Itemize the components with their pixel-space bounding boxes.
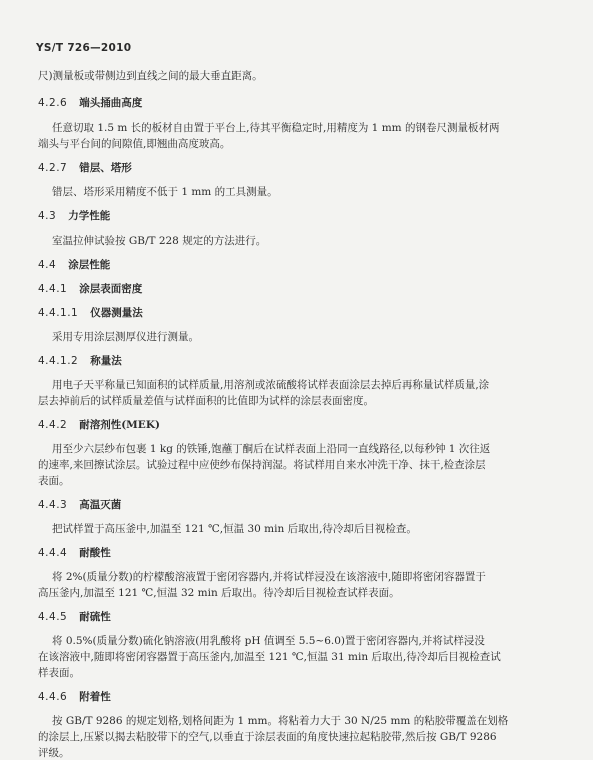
section-heading [38, 259, 110, 272]
paragraph-line: 将 0.5%(质量分数)硫化钠溶液(用乳酸将 pH 值调至 5.5~6.0)置于密闭容器内,并将试样浸没 [52, 635, 485, 647]
section-title: 耐酸性 [79, 547, 111, 559]
section-heading [38, 307, 143, 320]
paragraph-line: 按 GB/T 9286 的规定划格,划格间距为 1 mm。将粘着力大于 30 N/25 mm 的粘胶带覆盖在划格 [52, 715, 509, 727]
paragraph-line: 的涂层上,压紧以揭去粘胶带下的空气,以垂直于涂层表面的角度快速拉起粘胶带,然后按 GB/T 9286 [38, 731, 497, 743]
paragraph-line: 端头与平台间的间隙值,即翘曲高度玻高。 [38, 138, 231, 150]
paragraph-line: 评级。 [38, 747, 70, 759]
section-number: 4.4 [38, 259, 57, 271]
section-heading [38, 162, 132, 175]
section-number: 4.4.5 [38, 611, 68, 623]
section-heading [38, 499, 121, 512]
section-heading [38, 691, 111, 704]
section-heading [38, 611, 111, 624]
section-heading [38, 283, 142, 296]
section-title: 错层、塔形 [79, 162, 132, 174]
section-title: 涂层性能 [68, 259, 111, 271]
section-number: 4.2.6 [38, 97, 68, 109]
section-heading [38, 97, 142, 110]
section-heading [38, 355, 122, 368]
section-title: 力学性能 [68, 210, 111, 222]
section-title: 仪器测量法 [90, 307, 143, 319]
section-title: 附着性 [79, 691, 111, 703]
section-number: 4.3 [38, 210, 57, 222]
paragraph-line: 错层、塔形采用精度不低于 1 mm 的工具测量。 [52, 186, 278, 198]
paragraph-line: 样表面。 [38, 667, 80, 679]
section-title: 耐硫性 [79, 611, 111, 623]
document-code: YS/T 726—2010 [36, 42, 132, 54]
section-heading [38, 547, 111, 560]
paragraph-line: 的速率,来回擦试涂层。试验过程中应使纱布保持润湿。将试样用自来水冲洗干净、抹干,检查涂层 [38, 459, 486, 471]
section-title: 高温灭菌 [79, 499, 122, 511]
section-number: 4.4.1.1 [38, 307, 79, 319]
paragraph-line: 用电子天平称量已知面积的试样质量,用溶剂或浓硫酸将试样表面涂层去掉后再称量试样质量,涂 [52, 379, 490, 391]
section-number: 4.4.1.2 [38, 355, 79, 367]
section-title: 称量法 [90, 355, 122, 367]
paragraph-line: 用至少六层纱布包裹 1 kg 的铁锤,饱蘸丁酮后在试样表面上沿同一直线路径,以每秒钟 1 次往返 [52, 443, 491, 455]
section-number: 4.4.3 [38, 499, 68, 511]
paragraph-line: 在该溶液中,随即将密闭容器置于高压釜内,加温至 121 ℃,恒温 31 min 后取出,待冷却后目视检查试 [38, 651, 501, 663]
paragraph-line: 高压釜内,加温至 121 ℃,恒温 32 min 后取出。待冷却后目视检查试样表面。 [38, 587, 400, 599]
section-heading [38, 210, 110, 223]
section-title: 耐溶剂性(MEK) [79, 419, 160, 431]
paragraph-line: 尺)测量板或带侧边到直线之间的最大垂直距离。 [38, 70, 263, 82]
section-number: 4.4.2 [38, 419, 68, 431]
section-number: 4.4.1 [38, 283, 68, 295]
paragraph-line: 将 2%(质量分数)的柠檬酸溶液置于密闭容器内,并将试样浸没在该溶液中,随即将密闭容器置于 [52, 571, 486, 583]
paragraph-line: 层去掉前后的试样质量差值与试样面积的比值即为试样的涂层表面密度。 [38, 395, 374, 407]
section-title: 端头捅曲高度 [79, 97, 143, 109]
section-number: 4.4.6 [38, 691, 68, 703]
section-number: 4.2.7 [38, 162, 68, 174]
paragraph-line: 任意切取 1.5 m 长的板材自由置于平台上,待其平衡稳定时,用精度为 1 mm 的钢卷尺测量板材两 [52, 122, 500, 134]
paragraph-line: 表面。 [38, 475, 70, 487]
section-number: 4.4.4 [38, 547, 68, 559]
section-heading [38, 419, 160, 432]
paragraph-line: 采用专用涂层测厚仪进行测量。 [52, 331, 199, 343]
paragraph-line: 室温拉伸试验按 GB/T 228 规定的方法进行。 [52, 235, 267, 247]
paragraph-line: 把试样置于高压釜中,加温至 121 ℃,恒温 30 min 后取出,待冷却后目视检查。 [52, 523, 417, 535]
section-title: 涂层表面密度 [79, 283, 143, 295]
